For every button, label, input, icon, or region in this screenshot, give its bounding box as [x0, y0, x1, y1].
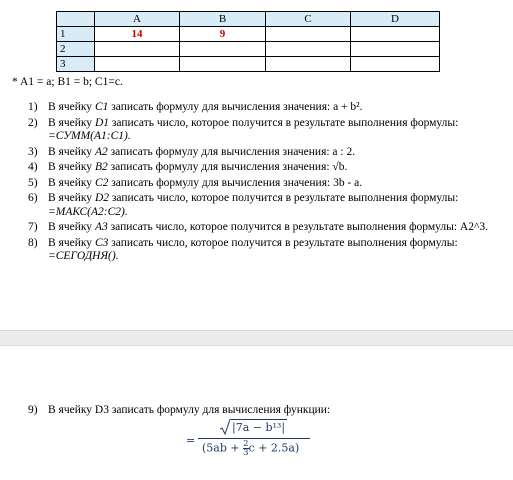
- fraction-denominator: [202, 440, 299, 457]
- cell-b3: [180, 57, 266, 72]
- small-fraction-denominator: 3: [243, 448, 249, 458]
- task-number: 6): [28, 192, 38, 204]
- square-root-icon: [220, 419, 230, 435]
- cell-c2: [266, 42, 351, 57]
- task-text: В ячейку: [48, 101, 95, 113]
- task-text: записать число, которое получится в результате выполнения формулы: A2^3.: [107, 221, 488, 233]
- cell-a2: [95, 42, 180, 57]
- task-cell: C2: [94, 176, 109, 189]
- task-cell: A2: [94, 145, 108, 158]
- task-text: В ячейку: [48, 145, 95, 158]
- cell-b2: [180, 42, 266, 57]
- spreadsheet-table: [56, 11, 440, 72]
- task-9: [28, 404, 330, 416]
- task-formula: =СУММ(A1:C1).: [48, 130, 131, 142]
- table-row: [57, 27, 440, 42]
- row-number: 2: [57, 42, 95, 57]
- task-number: 4): [28, 161, 38, 173]
- table-row: [57, 57, 440, 72]
- radicand: |7a − b¹³|: [232, 421, 286, 434]
- task-cell: C1: [94, 101, 109, 113]
- task-number: 9): [28, 404, 38, 416]
- task-formula: =МАКС(A2:C2).: [48, 205, 128, 218]
- task-text: В ячейку: [48, 192, 95, 204]
- variables-note: * A1 = a; B1 = b; C1=c.: [12, 76, 123, 88]
- cell-d1: [351, 27, 440, 42]
- list-item: [28, 117, 503, 144]
- task-number: 7): [28, 221, 38, 233]
- list-item: [28, 192, 503, 219]
- task-number: 3): [28, 145, 38, 158]
- list-item: [28, 161, 503, 175]
- cell-d2: [351, 42, 440, 57]
- list-item: [28, 146, 503, 160]
- corner-cell: [57, 12, 95, 27]
- list-item: [28, 237, 503, 264]
- cell-d3: [351, 57, 440, 72]
- cell-a1: 14: [95, 27, 180, 42]
- task-cell: D1: [94, 116, 109, 129]
- task-text: В ячейку: [48, 116, 95, 129]
- task-text: записать формулу для вычисления значения: √b.: [107, 161, 348, 173]
- task-text: записать число, которое получится в результате выполнения формулы:: [109, 192, 459, 204]
- task-text: В ячейку: [48, 176, 95, 189]
- task-text: В ячейку: [48, 221, 95, 233]
- list-item: [28, 177, 503, 191]
- task-text: В ячейку: [48, 236, 95, 249]
- page-separator: [0, 330, 513, 346]
- task-cell: B2: [94, 161, 108, 173]
- task-formula: =СЕГОДНЯ().: [48, 250, 119, 262]
- task-number: 8): [28, 236, 38, 249]
- row-number: 3: [57, 57, 95, 72]
- denominator-part: c + 2.5a): [248, 441, 300, 455]
- equals-sign: =: [186, 434, 196, 447]
- fraction-numerator: [220, 419, 300, 435]
- task-text: В ячейку D3 записать формулу для вычисления функции:: [48, 404, 331, 416]
- column-header-c: C: [266, 12, 351, 27]
- column-header-a: A: [95, 12, 180, 27]
- small-fraction-numerator: 2: [243, 439, 249, 449]
- task-cell: D2: [94, 192, 109, 204]
- table-row: [57, 42, 440, 57]
- task-list: [28, 101, 503, 266]
- task-text: В ячейку: [48, 161, 95, 173]
- task-text: записать формулу для вычисления значения: a + b².: [108, 101, 363, 113]
- task-text: записать число, которое получится в результате выполнения формулы:: [109, 116, 459, 129]
- cell-c3: [266, 57, 351, 72]
- cell-c1: [266, 27, 351, 42]
- list-item: [28, 101, 503, 115]
- task-number: 5): [28, 176, 38, 189]
- list-item: [28, 221, 503, 235]
- fraction-bar: [198, 438, 310, 439]
- row-number: 1: [57, 27, 95, 42]
- column-header-d: D: [351, 12, 440, 27]
- task-text: записать число, которое получится в результате выполнения формулы:: [108, 236, 458, 249]
- task-cell: C3: [94, 236, 109, 249]
- task-text: записать формулу для вычисления значения: a : 2.: [107, 145, 356, 158]
- task-text: записать формулу для вычисления значения: 3b - a.: [108, 176, 363, 189]
- cell-a3: [95, 57, 180, 72]
- task-cell: A3: [94, 221, 108, 233]
- task-number: 1): [28, 101, 38, 113]
- task-number: 2): [28, 116, 38, 129]
- column-header-b: B: [180, 12, 266, 27]
- denominator-part: (5ab +: [202, 441, 244, 455]
- cell-b1: 9: [180, 27, 266, 42]
- column-header-row: [57, 12, 440, 27]
